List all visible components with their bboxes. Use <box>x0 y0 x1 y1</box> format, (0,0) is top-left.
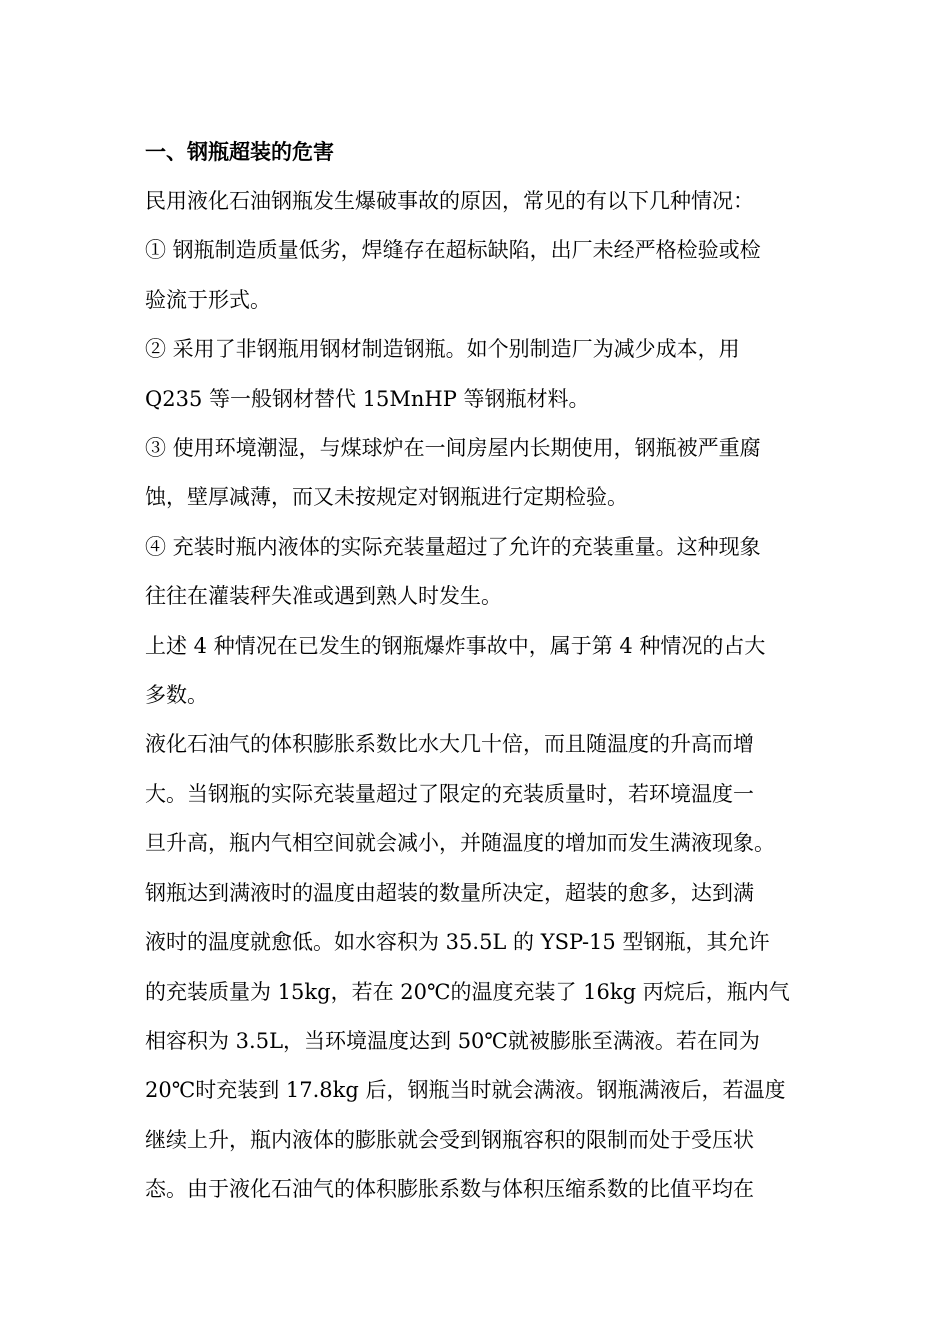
text-line: 大。当钢瓶的实际充装量超过了限定的充装质量时，若环境温度一 <box>145 781 754 806</box>
text-line: 蚀，壁厚减薄，而又未按规定对钢瓶进行定期检验。 <box>145 485 628 510</box>
text-line: 液时的温度就愈低。如水容积为 35.5L 的 YSP-15 型钢瓶，其允许 <box>145 930 770 955</box>
text-line: 上述 4 种情况在已发生的钢瓶爆炸事故中，属于第 4 种情况的占大 <box>145 633 766 658</box>
summary-paragraph <box>145 622 810 721</box>
cause-item-1 <box>145 226 810 325</box>
text-line: 态。由于液化石油气的体积膨胀系数与体积压缩系数的比值平均在 <box>145 1177 754 1202</box>
document-body <box>145 128 810 1215</box>
text-line: Q235 等一般钢材替代 15MnHP 等钢瓶材料。 <box>145 386 590 411</box>
text-line: ④ 充装时瓶内液体的实际充装量超过了允许的充装重量。这种现象 <box>145 534 761 559</box>
text-line: ③ 使用环境潮湿，与煤球炉在一间房屋内长期使用，钢瓶被严重腐 <box>145 436 761 461</box>
text-line: ① 钢瓶制造质量低劣，焊缝存在超标缺陷，出厂未经严格检验或检 <box>145 238 761 263</box>
text-line: 验流于形式。 <box>145 287 271 312</box>
text-line: 20℃时充装到 17.8kg 后，钢瓶当时就会满液。钢瓶满液后，若温度 <box>145 1078 786 1103</box>
cause-item-3 <box>145 424 810 523</box>
intro-paragraph <box>145 177 810 226</box>
text-line: 往往在灌装秤失准或遇到熟人时发生。 <box>145 584 502 609</box>
text-line: 继续上升，瓶内液体的膨胀就会受到钢瓶容积的限制而处于受压状 <box>145 1127 754 1152</box>
cause-item-2 <box>145 325 810 424</box>
text-line: 液化石油气的体积膨胀系数比水大几十倍，而且随温度的升高而增 <box>145 732 754 757</box>
text-line: 民用液化石油钢瓶发生爆破事故的原因，常见的有以下几种情况： <box>145 189 754 213</box>
text-line: 相容积为 3.5L，当环境温度达到 50℃就被膨胀至满液。若在同为 <box>145 1028 760 1053</box>
text-line: 的充装质量为 15kg，若在 20℃的温度充装了 16kg 丙烷后，瓶内气 <box>145 979 790 1004</box>
section-heading: 一、钢瓶超装的危害 <box>145 140 334 164</box>
text-line: 钢瓶达到满液时的温度由超装的数量所决定，超装的愈多，达到满 <box>145 880 754 905</box>
explanation-paragraph <box>145 720 810 1214</box>
text-line: 多数。 <box>145 683 208 708</box>
text-line: 旦升高，瓶内气相空间就会减小，并随温度的增加而发生满液现象。 <box>145 831 775 856</box>
cause-item-4 <box>145 523 810 622</box>
text-line: ② 采用了非钢瓶用钢材制造钢瓶。如个别制造厂为减少成本，用 <box>145 337 740 362</box>
